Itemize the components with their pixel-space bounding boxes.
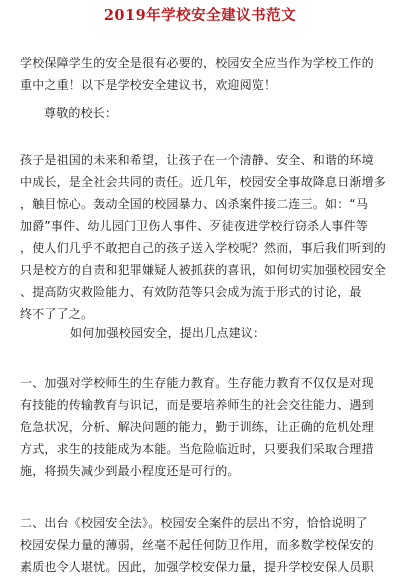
text-line: ，使人们几乎不敢把自己的孩子送入学校呢？然而，事后我们听到的: [20, 241, 387, 255]
greeting-line: 尊敬的校长：: [44, 106, 118, 120]
text-line: 二、出台《校园安全法》。校园安全案件的层出不穷，恰恰说明了: [20, 516, 368, 530]
text-line: 学校保障学生的安全是很有必要的，校园安全应当作为学校工作的: [20, 56, 374, 70]
heading-line: 如何加强校园安全，提出几点建议：: [70, 326, 266, 340]
text-line: 有技能的传输教育与识记，而是要培养师生的社会交往能力、遇到: [20, 398, 374, 412]
text-line: 施，将损失减少到最小程度还是可行的。: [20, 464, 240, 478]
text-line: ，触目惊心。轰动全国的校园暴力、凶杀案件接二连三。如：“马: [20, 197, 369, 211]
intro-paragraph: [0, 52, 400, 96]
text-line: 终不了了之。: [20, 307, 94, 321]
body-paragraph: [0, 149, 400, 325]
suggestion-item-2: [0, 512, 400, 577]
document-title: 2019年学校安全建议书范文: [103, 7, 297, 24]
text-line: 、提高防灾救险能力、有效防范等只会成为流于形式的讨论，最: [20, 285, 362, 299]
suggestion-item-1: [0, 372, 400, 482]
text-line: 只是校方的自责和犯罪嫌疑人被抓获的喜讯，如何切实加强校园安全: [20, 263, 387, 277]
text-line: 素质也令人堪忧。因此，加强学校安保力量，提升学校安保人员职: [20, 560, 374, 574]
text-line: 中成长，是全社会共同的责任。近几年，校园安全事故降息日渐增多: [20, 175, 387, 189]
text-line: 校园安保力量的薄弱，丝毫不起任何防卫作用，而多数学校保安的: [20, 538, 374, 552]
text-line: 方式，求生的技能成为本能。当危险临近时，只要我们采取合理措: [20, 442, 374, 456]
text-line: 孩子是祖国的未来和希望，让孩子在一个清静、安全、和谐的环境: [20, 153, 374, 167]
text-line: 加爵”事件、幼儿园门卫伤人事件、歹徒夜进学校行窃杀人事件等: [20, 219, 369, 233]
greeting-paragraph: [0, 102, 400, 124]
text-line: 重中之重！以下是学校安全建议书，欢迎阅览！: [20, 78, 277, 92]
text-line: 一、加强对学校师生的生存能力教育。生存能力教育不仅仅是对现: [20, 376, 374, 390]
suggestions-heading: [0, 322, 400, 344]
text-line: 危急状况，分析、解决问题的能力，勤于训练，让正确的危机处理: [20, 420, 374, 434]
